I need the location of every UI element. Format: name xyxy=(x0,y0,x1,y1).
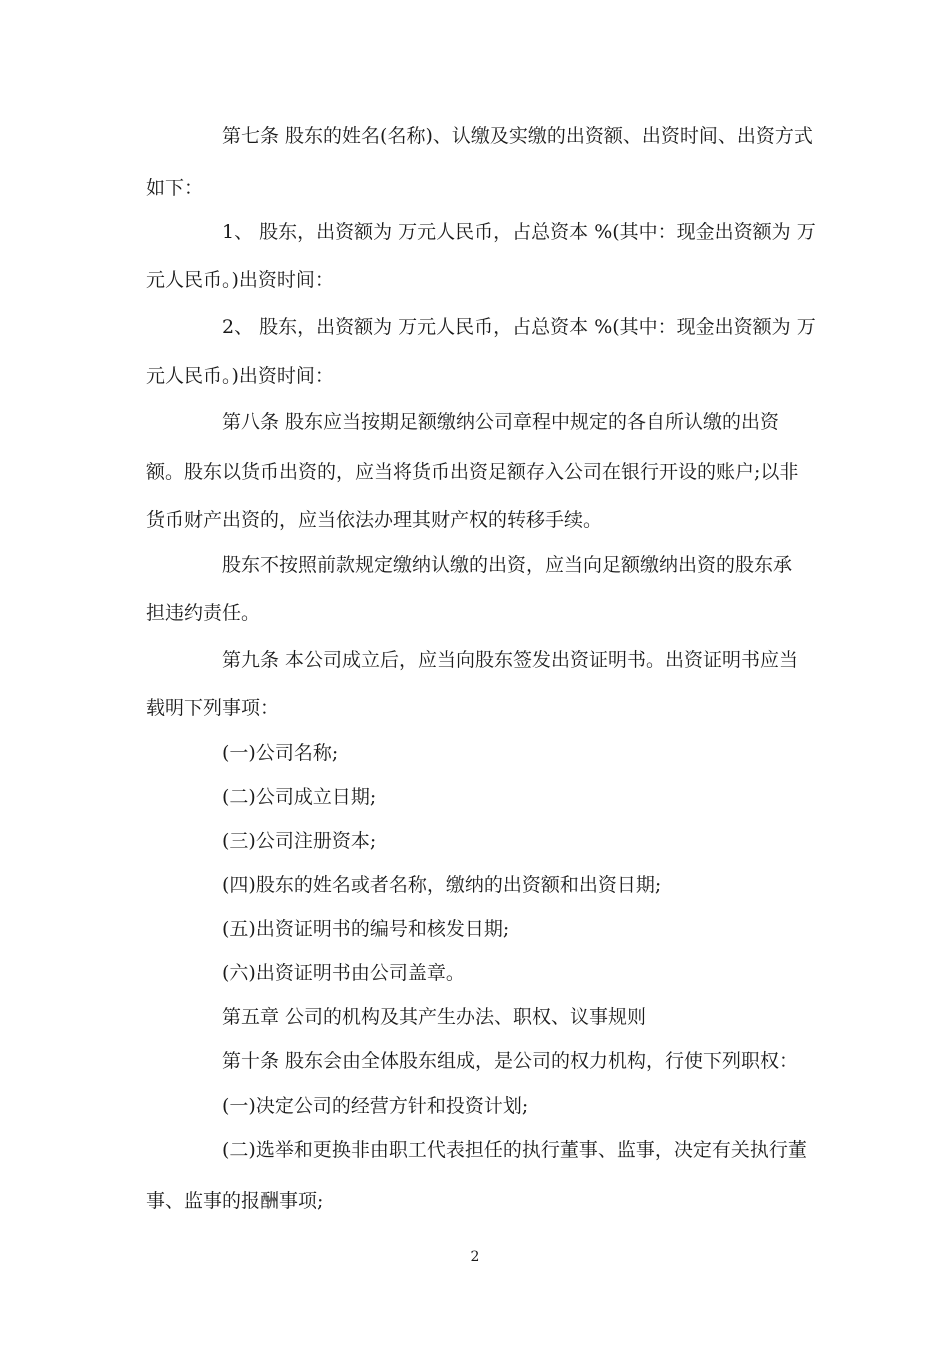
article-9-item-4: (四)股东的姓名或者名称，缴纳的出资额和出资日期; xyxy=(222,874,662,896)
article-9-line-1: 第九条 本公司成立后，应当向股东签发出资证明书。出资证明书应当 xyxy=(222,649,799,671)
shareholder-1-line-1: 1、 股东，出资额为 万元人民币，占总资本 %(其中：现金出资额为 万 xyxy=(222,221,816,243)
shareholder-2-line-2: 元人民币。)出资时间： xyxy=(146,365,334,387)
article-7-line-2: 如下： xyxy=(146,177,204,199)
article-9-item-2: (二)公司成立日期; xyxy=(222,786,377,808)
shareholder-2-line-1: 2、 股东，出资额为 万元人民币，占总资本 %(其中：现金出资额为 万 xyxy=(222,316,816,338)
article-10-item-2-line-2: 事、监事的报酬事项; xyxy=(146,1190,324,1212)
page-number: 2 xyxy=(470,1249,480,1265)
article-9-item-1: (一)公司名称; xyxy=(222,742,339,764)
article-8-line-2: 额。股东以货币出资的，应当将货币出资足额存入公司在银行开设的账户;以非 xyxy=(146,461,799,483)
article-9-item-3: (三)公司注册资本; xyxy=(222,830,377,852)
chapter-5-heading: 第五章 公司的机构及其产生办法、职权、议事规则 xyxy=(222,1006,647,1028)
article-8-line-1: 第八条 股东应当按期足额缴纳公司章程中规定的各自所认缴的出资 xyxy=(222,411,780,433)
article-10-item-1: (一)决定公司的经营方针和投资计划; xyxy=(222,1095,529,1117)
article-8-line-3: 货币财产出资的，应当依法办理其财产权的转移手续。 xyxy=(146,509,603,531)
article-9-item-5: (五)出资证明书的编号和核发日期; xyxy=(222,918,510,940)
article-10-line-1: 第十条 股东会由全体股东组成，是公司的权力机构，行使下列职权： xyxy=(222,1050,799,1072)
article-8-para2-line-1: 股东不按照前款规定缴纳认缴的出资，应当向足额缴纳出资的股东承 xyxy=(222,554,793,576)
article-9-line-2: 载明下列事项： xyxy=(146,697,280,719)
shareholder-1-line-2: 元人民币。)出资时间： xyxy=(146,269,334,291)
article-9-item-6: (六)出资证明书由公司盖章。 xyxy=(222,962,465,984)
article-7-line-1: 第七条 股东的姓名(名称)、认缴及实缴的出资额、出资时间、出资方式 xyxy=(222,125,813,147)
article-8-para2-line-2: 担违约责任。 xyxy=(146,602,261,624)
article-10-item-2-line-1: (二)选举和更换非由职工代表担任的执行董事、监事，决定有关执行董 xyxy=(222,1139,807,1161)
